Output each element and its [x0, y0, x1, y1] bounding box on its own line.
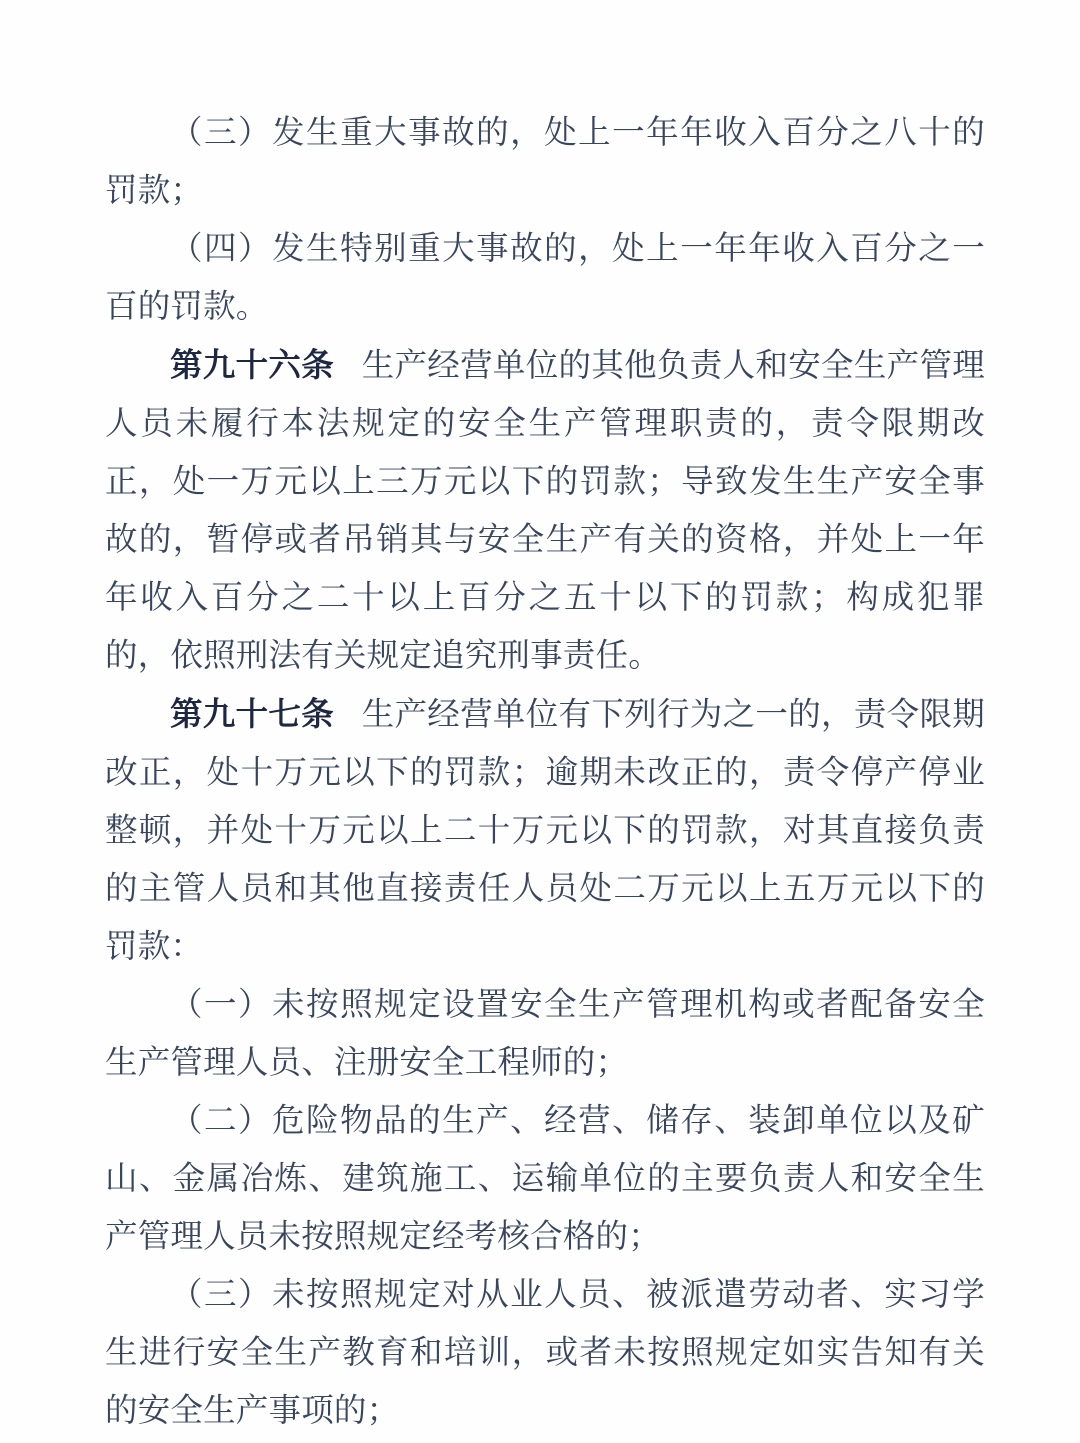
- paragraph-text: （三）发生重大事故的，处上一年年收入百分之八十的罚款；: [105, 115, 985, 209]
- paragraph-item-2: [105, 1092, 985, 1266]
- article-number: 第九十六条: [170, 347, 335, 383]
- paragraph-text: （三）未按照规定对从业人员、被派遣劳动者、实习学生进行安全生产教育和培训，或者未按照规定如实告知有关的安全生产事项的；: [105, 1277, 985, 1429]
- paragraph-item-1: [105, 976, 985, 1092]
- document-body: [105, 104, 985, 1440]
- paragraph-text: 生产经营单位的其他负责人和安全生产管理人员未履行本法规定的安全生产管理职责的，责令限期改正，处一万元以上三万元以下的罚款；导致发生生产安全事故的，暂停或者吊销其与安全生产有关的资格，并处上一年年收入百分之二十以上百分之五十以下的罚款；构成犯罪的，依照刑法有关规定追究刑事责任。: [105, 348, 985, 674]
- paragraph-text: （二）危险物品的生产、经营、储存、装卸单位以及矿山、金属冶炼、建筑施工、运输单位的主要负责人和安全生产管理人员未按照规定经考核合格的；: [105, 1103, 985, 1255]
- paragraph-text: 生产经营单位有下列行为之一的，责令限期改正，处十万元以下的罚款；逾期未改正的，责令停产停业整顿，并处十万元以上二十万元以下的罚款，对其直接负责的主管人员和其他直接责任人员处二万元以上五万元以下的罚款：: [105, 697, 985, 965]
- paragraph-text: （四）发生特别重大事故的，处上一年年收入百分之一百的罚款。: [105, 231, 985, 325]
- paragraph-text: （一）未按照规定设置安全生产管理机构或者配备安全生产管理人员、注册安全工程师的；: [105, 987, 985, 1081]
- paragraph-article-96: [105, 336, 985, 685]
- paragraph-item-4: [105, 220, 985, 336]
- article-number: 第九十七条: [170, 696, 335, 732]
- paragraph-article-97: [105, 685, 985, 976]
- paragraph-item-3: [105, 104, 985, 220]
- paragraph-item-3b: [105, 1266, 985, 1440]
